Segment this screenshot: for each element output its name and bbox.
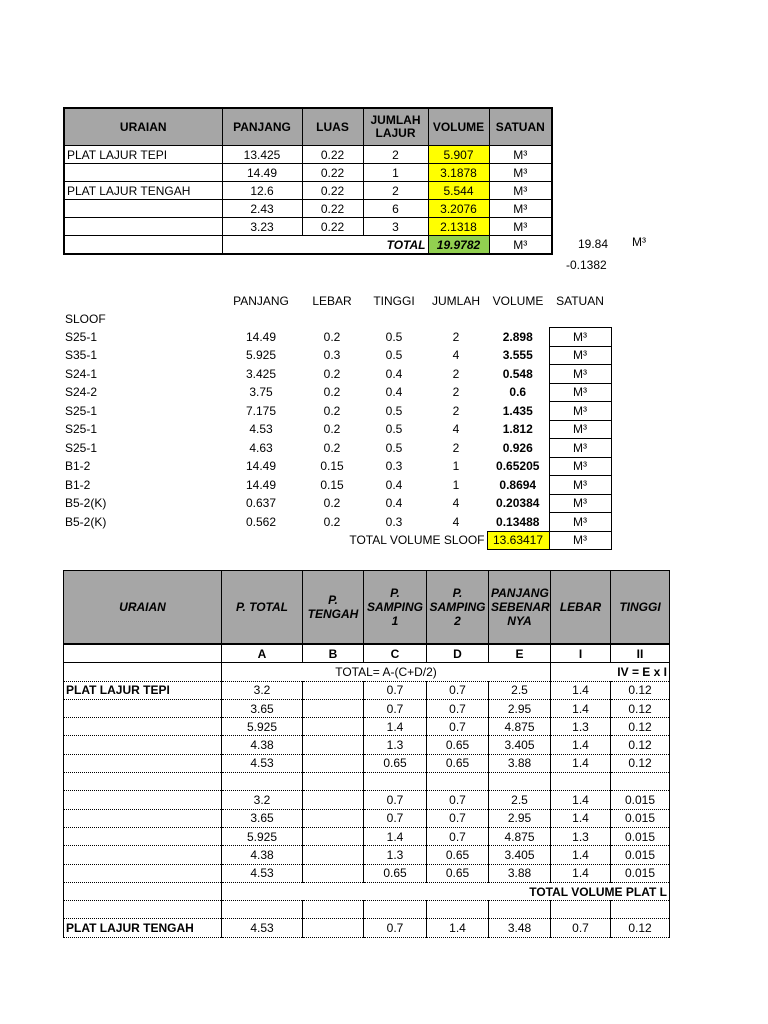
detail-lebar: 1.4	[551, 846, 611, 864]
sloof-panjang: 14.49	[245, 459, 277, 474]
sloof-name: S25-1	[65, 403, 98, 418]
sloof-tinggi: 0.5	[385, 422, 403, 437]
detail-p-total: 4.53	[222, 919, 303, 937]
plat-row	[64, 182, 552, 200]
sloof-jumlah: 1	[452, 477, 460, 492]
detail-panjang-sebenarnya: 3.405	[489, 846, 551, 864]
sloof-volume: 0.65205	[496, 459, 540, 474]
formula-volume: IV = E x I	[551, 663, 670, 681]
sloof-satuan: M³	[549, 328, 611, 347]
sloof-row	[63, 383, 611, 402]
plat-volume: 5.544	[428, 182, 489, 200]
sloof-name: S25-1	[65, 329, 98, 344]
detail-p-tengah	[303, 827, 364, 845]
sloof-total-label: TOTAL VOLUME SLOOF	[349, 533, 485, 548]
detail-header-p-total: P. TOTAL	[222, 571, 303, 645]
detail-p-samping-2: 0.7	[427, 699, 489, 717]
detail-header-row	[64, 571, 670, 645]
sloof-name: S24-1	[65, 366, 98, 381]
plat-jumlah: 6	[363, 200, 428, 218]
cell-empty	[64, 236, 222, 255]
cell-empty	[64, 718, 222, 736]
sloof-name: S25-1	[65, 440, 98, 455]
plat-satuan: M³	[489, 218, 552, 236]
plat-total-unit: M³	[489, 236, 552, 255]
plat-satuan: M³	[489, 200, 552, 218]
plat-jumlah: 2	[363, 182, 428, 200]
plat-satuan: M³	[489, 146, 552, 164]
sloof-panjang: 4.53	[249, 422, 273, 437]
detail-row	[64, 681, 670, 699]
plat-volume: 3.2076	[428, 200, 489, 218]
detail-panjang-sebenarnya: 3.88	[489, 754, 551, 772]
detail-row	[64, 809, 670, 827]
header-satuan: SATUAN	[489, 108, 552, 146]
sloof-satuan: M³	[549, 365, 611, 384]
letter-c: C	[364, 644, 427, 663]
sloof-volume: 0.926	[502, 440, 533, 455]
detail-lebar: 1.4	[551, 699, 611, 717]
sloof-name: B1-2	[65, 477, 91, 492]
detail-tinggi: 0.015	[611, 809, 670, 827]
sloof-tinggi: 0.3	[385, 459, 403, 474]
sloof-satuan: M³	[549, 346, 611, 365]
plat-luas: 0.22	[302, 146, 363, 164]
formula-total: TOTAL= A-(C+D/2)	[222, 663, 551, 681]
detail-spacer-row	[64, 773, 670, 791]
detail-p-samping-2: 1.4	[427, 919, 489, 937]
sloof-satuan: M³	[549, 513, 611, 532]
detail-lebar: 1.4	[551, 736, 611, 754]
detail-p-samping-2: 0.7	[427, 827, 489, 845]
detail-p-tengah	[303, 846, 364, 864]
header-luas: LUAS	[302, 108, 363, 146]
detail-p-tengah	[303, 718, 364, 736]
detail-row	[64, 699, 670, 717]
sloof-volume: 0.13488	[496, 514, 540, 529]
sloof-row	[63, 328, 611, 347]
detail-tinggi: 0.12	[611, 754, 670, 772]
sloof-panjang: 7.175	[245, 403, 277, 418]
detail-panjang-sebenarnya: 2.95	[489, 699, 551, 717]
letter-d: D	[427, 644, 489, 663]
sloof-header-satuan: SATUAN	[556, 293, 604, 308]
sloof-satuan: M³	[549, 494, 611, 513]
sloof-tinggi: 0.5	[385, 403, 403, 418]
detail-tinggi: 0.015	[611, 827, 670, 845]
detail-row	[64, 718, 670, 736]
sloof-jumlah: 1	[452, 459, 460, 474]
plat-side-diff: -0.1382	[566, 258, 607, 272]
sloof-tinggi: 0.4	[385, 477, 403, 492]
sloof-satuan: M³	[549, 420, 611, 439]
sloof-lebar: 0.2	[323, 403, 341, 418]
letter-i: I	[551, 644, 611, 663]
sloof-volume: 0.6	[509, 385, 527, 400]
sloof-volume: 0.20384	[496, 496, 540, 511]
sloof-tinggi: 0.5	[385, 440, 403, 455]
plat-panjang: 12.6	[222, 182, 302, 200]
sloof-tinggi: 0.4	[385, 385, 403, 400]
detail-p-total: 4.38	[222, 846, 303, 864]
detail-letter-row	[64, 644, 670, 663]
sloof-panjang: 0.637	[245, 496, 277, 511]
detail-p-samping-2: 0.7	[427, 791, 489, 809]
sloof-lebar: 0.2	[323, 422, 341, 437]
sloof-section-label: SLOOF	[65, 311, 106, 326]
letter-b: B	[303, 644, 364, 663]
sloof-volume: 0.8694	[499, 477, 537, 492]
sloof-satuan: M³	[549, 476, 611, 495]
sloof-tinggi: 0.5	[385, 329, 403, 344]
detail-p-samping-2: 0.65	[427, 864, 489, 882]
plat-side-unit: M³	[632, 235, 646, 249]
sloof-satuan: M³	[549, 457, 611, 476]
plat-jumlah: 2	[363, 146, 428, 164]
sloof-volume-table	[63, 292, 612, 550]
detail-p-samping-1: 1.3	[364, 846, 427, 864]
sloof-lebar: 0.2	[323, 385, 341, 400]
detail-p-samping-2: 0.7	[427, 809, 489, 827]
detail-p-samping-2: 0.7	[427, 681, 489, 699]
sloof-jumlah: 2	[452, 385, 460, 400]
sloof-row	[63, 476, 611, 495]
sloof-row	[63, 365, 611, 384]
detail-p-samping-1: 0.65	[364, 864, 427, 882]
sloof-header-jumlah: JUMLAH	[431, 293, 480, 308]
detail-lebar: 1.4	[551, 809, 611, 827]
detail-row	[64, 791, 670, 809]
sloof-tinggi: 0.3	[385, 514, 403, 529]
detail-lebar: 0.7	[551, 919, 611, 937]
sloof-jumlah: 4	[452, 348, 460, 363]
sloof-panjang: 14.49	[245, 329, 277, 344]
plat-row	[64, 146, 552, 164]
detail-tinggi: 0.12	[611, 718, 670, 736]
sloof-panjang: 3.75	[249, 385, 273, 400]
detail-p-tengah	[303, 791, 364, 809]
plat-volume: 5.907	[428, 146, 489, 164]
detail-p-samping-1: 1.4	[364, 718, 427, 736]
cell-empty	[64, 864, 222, 882]
detail-panjang-sebenarnya: 2.5	[489, 791, 551, 809]
plat-detail-table	[63, 570, 670, 938]
detail-p-tengah	[303, 681, 364, 699]
sloof-name: B1-2	[65, 459, 91, 474]
cell-empty	[63, 292, 221, 310]
sloof-header-lebar: LEBAR	[312, 293, 352, 308]
sloof-panjang: 3.425	[245, 366, 277, 381]
detail-p-tengah	[303, 754, 364, 772]
plat-jumlah: 3	[363, 218, 428, 236]
cell-empty	[64, 736, 222, 754]
cell-empty	[64, 791, 222, 809]
detail-tinggi: 0.015	[611, 846, 670, 864]
sloof-row	[63, 346, 611, 365]
detail-panjang-sebenarnya: 4.875	[489, 827, 551, 845]
plat-total-row	[64, 236, 552, 255]
detail-row	[64, 846, 670, 864]
sloof-lebar: 0.3	[323, 348, 341, 363]
detail-panjang-sebenarnya: 3.405	[489, 736, 551, 754]
sloof-row	[63, 420, 611, 439]
detail-p-tengah	[303, 809, 364, 827]
detail-tinggi: 0.015	[611, 864, 670, 882]
plat-luas: 0.22	[302, 182, 363, 200]
sloof-volume: 3.555	[502, 348, 533, 363]
cell-empty	[64, 644, 222, 663]
detail-p-total: 4.53	[222, 864, 303, 882]
sloof-jumlah: 2	[452, 440, 460, 455]
detail-row	[64, 827, 670, 845]
plat-panjang: 2.43	[222, 200, 302, 218]
detail-p-samping-2: 0.65	[427, 846, 489, 864]
plat-row	[64, 164, 552, 182]
detail-header-p-samping-1: P. SAMPING 1	[364, 571, 427, 645]
plat-row	[64, 218, 552, 236]
cell-empty	[64, 827, 222, 845]
plat-luas: 0.22	[302, 200, 363, 218]
detail-row	[64, 919, 670, 937]
sloof-section-row	[63, 310, 611, 328]
plat-satuan: M³	[489, 164, 552, 182]
detail-p-total: 3.65	[222, 809, 303, 827]
letter-e: E	[489, 644, 551, 663]
detail-header-lebar: LEBAR	[551, 571, 611, 645]
sloof-satuan: M³	[549, 439, 611, 458]
plat-total-label: TOTAL	[222, 236, 428, 255]
sloof-panjang: 0.562	[245, 514, 277, 529]
sloof-row	[63, 494, 611, 513]
detail-panjang-sebenarnya: 2.5	[489, 681, 551, 699]
sloof-name: B5-2(K)	[65, 496, 107, 511]
sloof-panjang: 14.49	[245, 477, 277, 492]
sloof-jumlah: 2	[452, 366, 460, 381]
sloof-satuan: M³	[549, 383, 611, 402]
plat-volume-table	[63, 107, 553, 255]
sloof-header-volume: VOLUME	[492, 293, 544, 308]
sloof-lebar: 0.2	[323, 514, 341, 529]
detail-p-samping-2: 0.65	[427, 736, 489, 754]
detail-row	[64, 864, 670, 882]
detail-panjang-sebenarnya: 3.48	[489, 919, 551, 937]
detail-p-samping-1: 0.7	[364, 791, 427, 809]
plat-jumlah: 1	[363, 164, 428, 182]
detail-panjang-sebenarnya: 3.88	[489, 864, 551, 882]
sloof-total-value: 13.63417	[487, 531, 549, 550]
sloof-tinggi: 0.4	[385, 366, 403, 381]
detail-p-samping-1: 0.7	[364, 919, 427, 937]
sloof-total-row	[63, 531, 611, 550]
cell-empty	[64, 846, 222, 864]
detail-p-total: 3.65	[222, 699, 303, 717]
detail-p-samping-1: 0.7	[364, 809, 427, 827]
detail-lebar: 1.4	[551, 754, 611, 772]
detail-panjang-sebenarnya: 4.875	[489, 718, 551, 736]
sloof-header-row	[63, 292, 611, 310]
detail-header-tinggi: TINGGI	[611, 571, 670, 645]
sloof-panjang: 4.63	[249, 440, 273, 455]
cell-empty	[64, 809, 222, 827]
detail-lebar: 1.3	[551, 827, 611, 845]
sloof-row	[63, 402, 611, 421]
cell-empty	[64, 699, 222, 717]
cell-empty	[64, 754, 222, 772]
sloof-volume: 1.435	[502, 403, 533, 418]
plat-panjang: 3.23	[222, 218, 302, 236]
sloof-volume: 1.812	[502, 422, 533, 437]
detail-panjang-sebenarnya: 2.95	[489, 809, 551, 827]
detail-lebar: 1.4	[551, 681, 611, 699]
sloof-panjang: 5.925	[245, 348, 277, 363]
sloof-name: S24-2	[65, 385, 98, 400]
detail-row	[64, 736, 670, 754]
detail-p-samping-1: 0.7	[364, 681, 427, 699]
plat-row	[64, 200, 552, 218]
header-jumlah-lajur: JUMLAH LAJUR	[363, 108, 428, 146]
detail-header-p-tengah: P. TENGAH	[303, 571, 364, 645]
sloof-lebar: 0.2	[323, 440, 341, 455]
header-panjang: PANJANG	[222, 108, 302, 146]
detail-p-samping-1: 1.3	[364, 736, 427, 754]
plat-volume: 2.1318	[428, 218, 489, 236]
sloof-tinggi: 0.5	[385, 348, 403, 363]
plat-side-value: 19.84	[578, 237, 609, 251]
detail-tinggi: 0.12	[611, 736, 670, 754]
detail-p-total: 5.925	[222, 718, 303, 736]
detail-header-panjang-sebenarnya: PANJANG SEBENAR NYA	[489, 571, 551, 645]
plat-satuan: M³	[489, 182, 552, 200]
detail-group-label: PLAT LAJUR TEPI	[64, 681, 222, 699]
detail-header-uraian: URAIAN	[64, 571, 222, 645]
plat-uraian	[64, 164, 222, 182]
detail-p-tengah	[303, 864, 364, 882]
sloof-row	[63, 439, 611, 458]
detail-p-total: 5.925	[222, 827, 303, 845]
sloof-volume: 0.548	[502, 366, 533, 381]
detail-p-samping-1: 0.7	[364, 699, 427, 717]
detail-tinggi: 0.12	[611, 699, 670, 717]
detail-p-tengah	[303, 919, 364, 937]
plat-volume: 3.1878	[428, 164, 489, 182]
detail-p-samping-1: 1.4	[364, 827, 427, 845]
sloof-jumlah: 2	[452, 329, 460, 344]
detail-p-tengah	[303, 699, 364, 717]
sloof-volume: 2.898	[502, 329, 533, 344]
detail-header-p-samping-2: P. SAMPING 2	[427, 571, 489, 645]
sloof-jumlah: 4	[452, 514, 460, 529]
plat-panjang: 14.49	[222, 164, 302, 182]
detail-total-row	[64, 882, 670, 900]
sloof-row	[63, 457, 611, 476]
sloof-name: S35-1	[65, 348, 98, 363]
detail-lebar: 1.4	[551, 864, 611, 882]
detail-p-total: 4.38	[222, 736, 303, 754]
plat-uraian: PLAT LAJUR TENGAH	[64, 182, 222, 200]
detail-tinggi: 0.015	[611, 791, 670, 809]
sloof-lebar: 0.2	[323, 366, 341, 381]
plat-uraian	[64, 218, 222, 236]
detail-row	[64, 754, 670, 772]
detail-p-tengah	[303, 736, 364, 754]
detail-lebar: 1.4	[551, 791, 611, 809]
header-volume: VOLUME	[428, 108, 489, 146]
detail-p-total: 3.2	[222, 681, 303, 699]
letter-ii: II	[611, 644, 670, 663]
letter-a: A	[222, 644, 303, 663]
plat-panjang: 13.425	[222, 146, 302, 164]
sloof-tinggi: 0.4	[385, 496, 403, 511]
plat-uraian: PLAT LAJUR TEPI	[64, 146, 222, 164]
detail-total-label: TOTAL VOLUME PLAT L	[222, 882, 670, 900]
sloof-lebar: 0.2	[323, 329, 341, 344]
detail-spacer-row	[64, 901, 670, 919]
detail-p-samping-2: 0.7	[427, 718, 489, 736]
detail-formula-row	[64, 663, 670, 681]
sloof-name: S25-1	[65, 422, 98, 437]
sloof-satuan: M³	[549, 402, 611, 421]
plat-header-row	[64, 108, 552, 146]
sloof-lebar: 0.2	[323, 496, 341, 511]
sloof-header-tinggi: TINGGI	[373, 293, 415, 308]
header-uraian: URAIAN	[64, 108, 222, 146]
sloof-lebar: 0.15	[320, 477, 344, 492]
sloof-jumlah: 2	[452, 403, 460, 418]
sloof-row	[63, 513, 611, 532]
sloof-header-panjang: PANJANG	[233, 293, 289, 308]
plat-luas: 0.22	[302, 164, 363, 182]
detail-p-total: 4.53	[222, 754, 303, 772]
detail-p-samping-1: 0.65	[364, 754, 427, 772]
plat-total-value: 19.9782	[428, 236, 489, 255]
detail-lebar: 1.3	[551, 718, 611, 736]
plat-uraian	[64, 200, 222, 218]
detail-tinggi: 0.12	[611, 919, 670, 937]
plat-luas: 0.22	[302, 218, 363, 236]
detail-tinggi: 0.12	[611, 681, 670, 699]
detail-group-label: PLAT LAJUR TENGAH	[64, 919, 222, 937]
sloof-jumlah: 4	[452, 422, 460, 437]
detail-p-samping-2: 0.65	[427, 754, 489, 772]
sloof-name: B5-2(K)	[65, 514, 107, 529]
detail-p-total: 3.2	[222, 791, 303, 809]
sloof-total-unit: M³	[549, 531, 611, 550]
sloof-jumlah: 4	[452, 496, 460, 511]
sloof-lebar: 0.15	[320, 459, 344, 474]
